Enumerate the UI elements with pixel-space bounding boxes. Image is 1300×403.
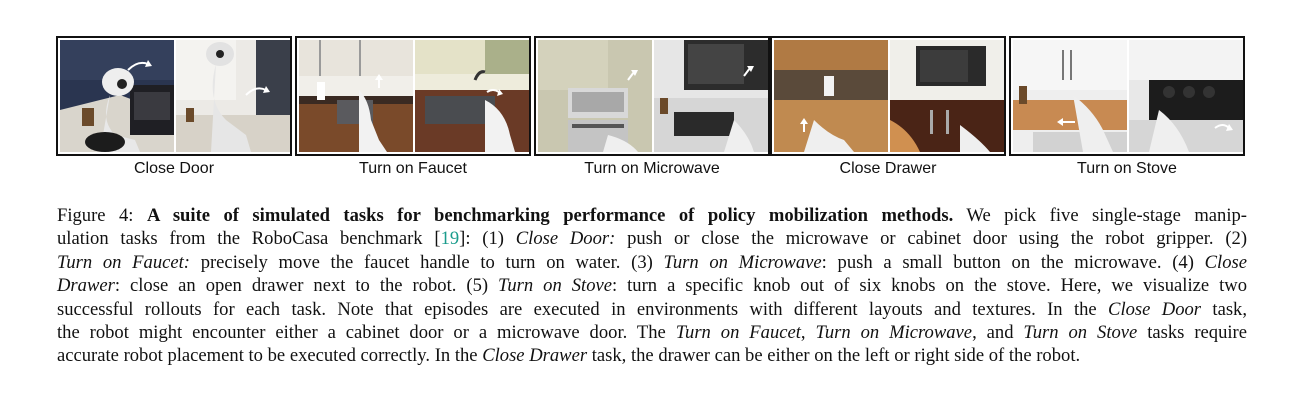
turn-on-microwave-rollout-1 [538, 40, 652, 152]
caption-text: successful rollouts for each task. Note that episodes are executed in environments with different layouts and textures. In the [57, 298, 1109, 320]
close-drawer-rollout-2 [890, 40, 1004, 152]
caption-task-name: Turn on Faucet: [57, 251, 190, 273]
caption-text: : close an open drawer next to the robot. (5) [114, 275, 499, 297]
caption-text: task, the drawer can be either on the left or right side of the robot. [587, 345, 1081, 367]
caption-line-6 [57, 321, 1247, 344]
caption-text: : push a small button on the microwave. (4) [821, 251, 1205, 273]
caption-task-name: Turn on Stove [1023, 322, 1138, 344]
turn-on-faucet-rollout-2 [415, 40, 529, 152]
panel-label-turn-on-microwave: Turn on Microwave [584, 160, 720, 177]
caption-text: task, [1201, 298, 1247, 320]
caption-task-name: Close Door [1108, 298, 1202, 320]
close-drawer-rollout-1 [774, 40, 888, 152]
caption-text: ]: (1) [459, 228, 516, 250]
caption-line-3 [57, 251, 1247, 274]
panel-turn-on-microwave [534, 36, 770, 156]
caption-task-name: Turn on Stove [498, 275, 612, 297]
caption-line-2 [57, 227, 1247, 250]
panel-close-drawer [770, 36, 1006, 156]
panel-label-turn-on-faucet: Turn on Faucet [359, 160, 467, 177]
panel-label-close-door: Close Door [133, 160, 215, 177]
figure-panels [56, 36, 1246, 156]
caption-task-name: Turn on Microwave [815, 322, 973, 344]
caption-line-4 [57, 274, 1247, 297]
panel-label-close-drawer: Close Drawer [839, 160, 937, 177]
turn-on-stove-rollout-2 [1129, 40, 1243, 152]
figure-caption [57, 204, 1247, 368]
caption-task-name: Turn on Microwave [663, 251, 822, 273]
caption-text: tasks require [1137, 322, 1247, 344]
panel-turn-on-stove [1009, 36, 1245, 156]
turn-on-stove-rollout-1 [1013, 40, 1127, 152]
caption-text: We pick five single-stage manip- [966, 205, 1247, 226]
caption-text: push or close the microwave or cabinet door using the robot gripper. (2) [615, 228, 1248, 250]
caption-text: ulation tasks from the RoboCasa benchmark [ [57, 228, 441, 250]
panel-label-turn-on-stove: Turn on Stove [1077, 160, 1177, 177]
caption-text: precisely move the faucet handle to turn on water. (3) [189, 251, 664, 273]
caption-bold-title: A suite of simulated tasks for benchmarking performance of policy mobilization methods. [146, 205, 954, 226]
caption-line-7 [57, 344, 1247, 367]
caption-task-name: Turn on Faucet [675, 322, 801, 344]
citation-link[interactable]: 19 [440, 228, 460, 250]
panel-turn-on-faucet [295, 36, 531, 156]
caption-text: the robot might encounter either a cabinet door or a microwave door. The [57, 322, 676, 344]
caption-line-1 [57, 204, 1247, 227]
caption-text: : turn a specific knob out of six knobs on the stove. Here, we visualize two [612, 275, 1247, 297]
caption-task-name: Close Drawer [482, 345, 588, 367]
turn-on-faucet-rollout-1 [299, 40, 413, 152]
figure-label: Figure 4: [57, 205, 134, 226]
close-door-rollout-1 [60, 40, 174, 152]
turn-on-microwave-rollout-2 [654, 40, 768, 152]
panel-close-door [56, 36, 292, 156]
caption-task-name: Close Door: [515, 228, 616, 250]
caption-text: , [800, 322, 816, 344]
caption-task-name: Drawer [57, 275, 115, 297]
caption-text: , and [972, 322, 1024, 344]
caption-line-5 [57, 298, 1247, 321]
caption-task-name: Close [1204, 251, 1247, 273]
close-door-rollout-2 [176, 40, 290, 152]
caption-text: accurate robot placement to be executed correctly. In the [57, 345, 483, 367]
